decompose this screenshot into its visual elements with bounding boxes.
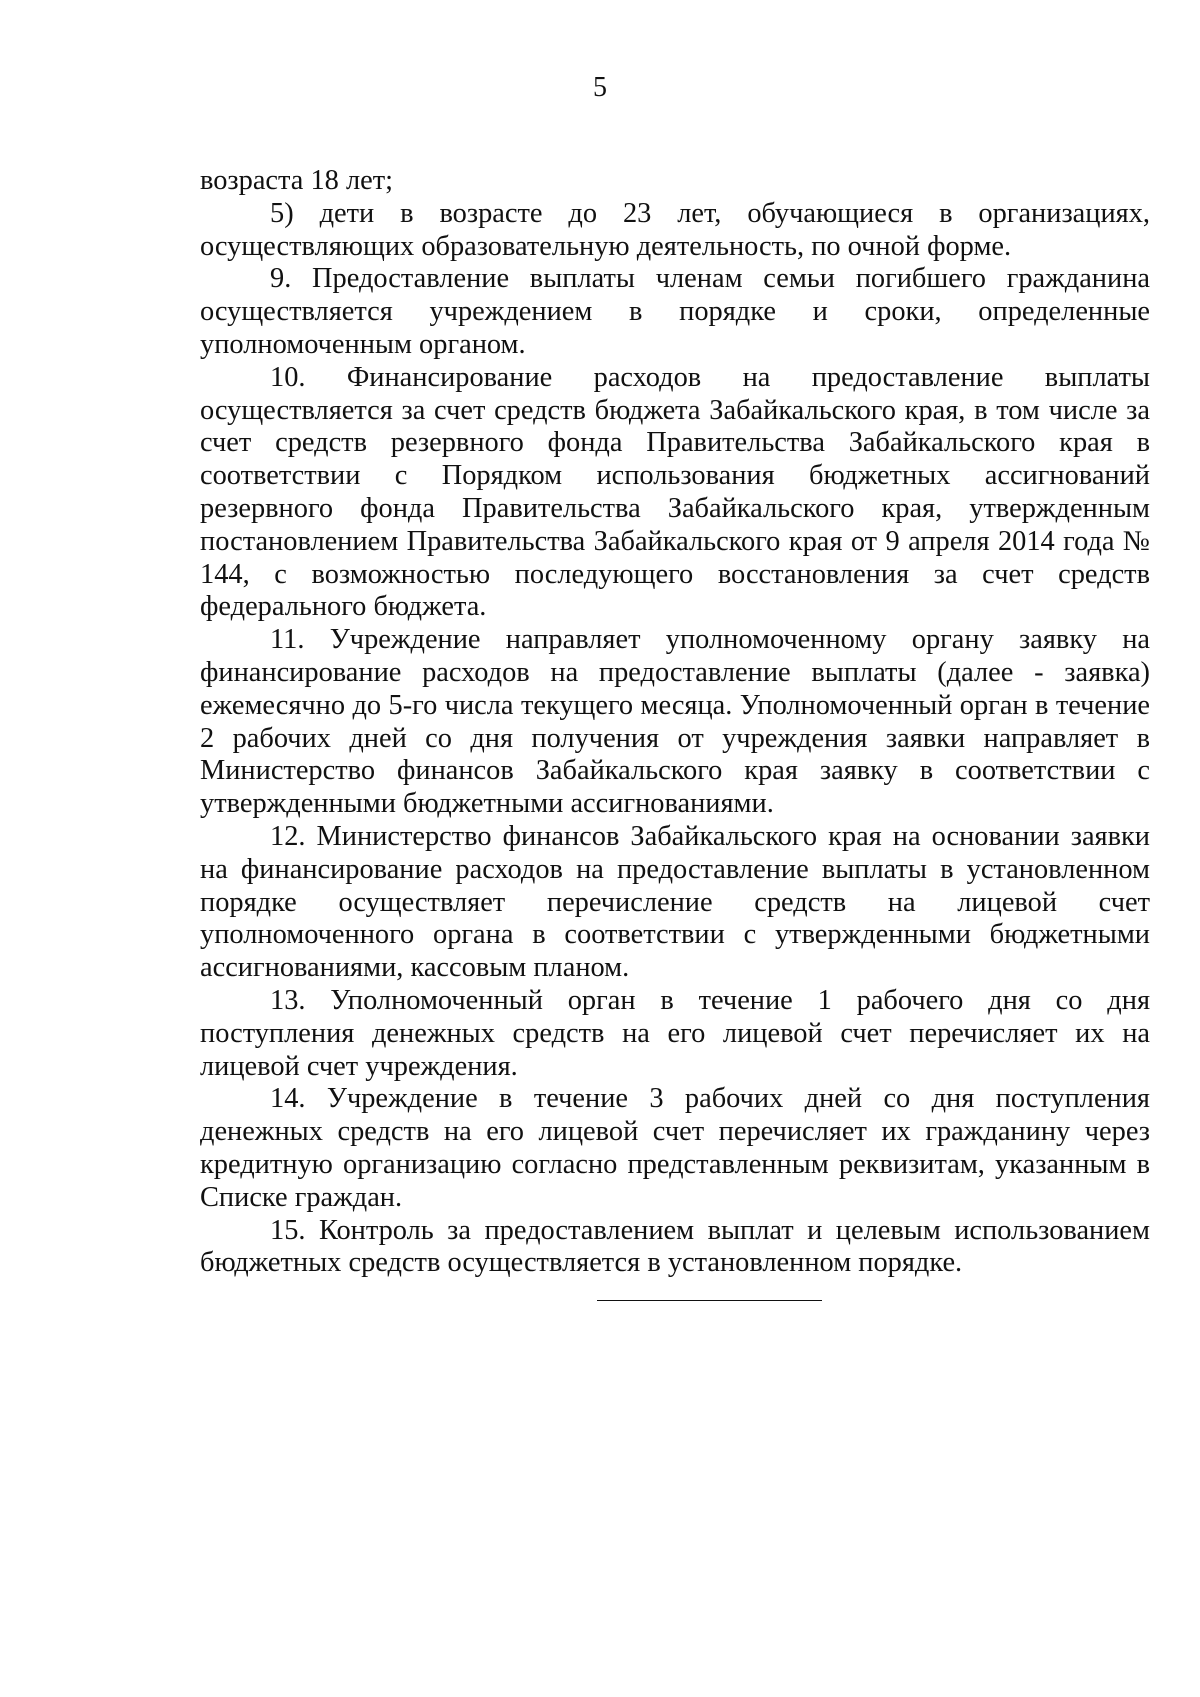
paragraph-continuation: возраста 18 лет; xyxy=(200,165,394,196)
document-body xyxy=(200,165,1150,1280)
paragraph-11: 11. Учреждение направляет уполномоченному органу заявку на финансирование расходов на предоставление выплаты (далее - заявка) ежемесячно до 5-го числа текущего месяца. Уполномоченный орган в течение 2 рабочих дней со дня получения от учреждения заявки направляет в Министерство финансов Забайкальского края заявку в соответствии с утвержденными бюджетными ассигнованиями. xyxy=(200,624,1150,820)
paragraph-9: 9. Предоставление выплаты членам семьи погибшего гражданина осуществляется учреждением в порядке и сроки, определенные уполномоченным органом. xyxy=(200,263,1150,360)
paragraph-item-5: 5) дети в возрасте до 23 лет, обучающиеся в организациях, осуществляющих образовательную деятельность, по очной форме. xyxy=(200,197,1150,262)
paragraph-14: 14. Учреждение в течение 3 рабочих дней со дня поступления денежных средств на его лицевой счет перечисляет их гражданину через кредитную организацию согласно представленным реквизитам, указанным в Списке граждан. xyxy=(200,1083,1150,1213)
paragraph-12: 12. Министерство финансов Забайкальского края на основании заявки на финансирование расходов на предоставление выплаты в установленном порядке осуществляет перечисление средств на лицевой счет уполномоченного органа в соответствии с утвержденными бюджетными ассигнованиями, кассовым планом. xyxy=(200,820,1150,984)
end-separator-line xyxy=(597,1300,822,1301)
paragraph-13: 13. Уполномоченный орган в течение 1 рабочего дня со дня поступления денежных средств на его лицевой счет перечисляет их на лицевой счет учреждения. xyxy=(200,984,1150,1082)
page-number: 5 xyxy=(593,72,607,103)
paragraph-15: 15. Контроль за предоставлением выплат и целевым использованием бюджетных средств осуществляется в установленном порядке. xyxy=(200,1214,1150,1279)
paragraph-10: 10. Финансирование расходов на предоставление выплаты осуществляется за счет средств бюджета Забайкальского края, в том числе за счет средств резервного фонда Правительства Забайкальского края в соответствии с Порядком использования бюджетных ассигнований резервного фонда Правительства Забайкальского края, утвержденным постановлением Правительства Забайкальского края от 9 апреля 2014 года № 144, с возможностью последующего восстановления за счет средств федерального бюджета. xyxy=(200,361,1150,623)
